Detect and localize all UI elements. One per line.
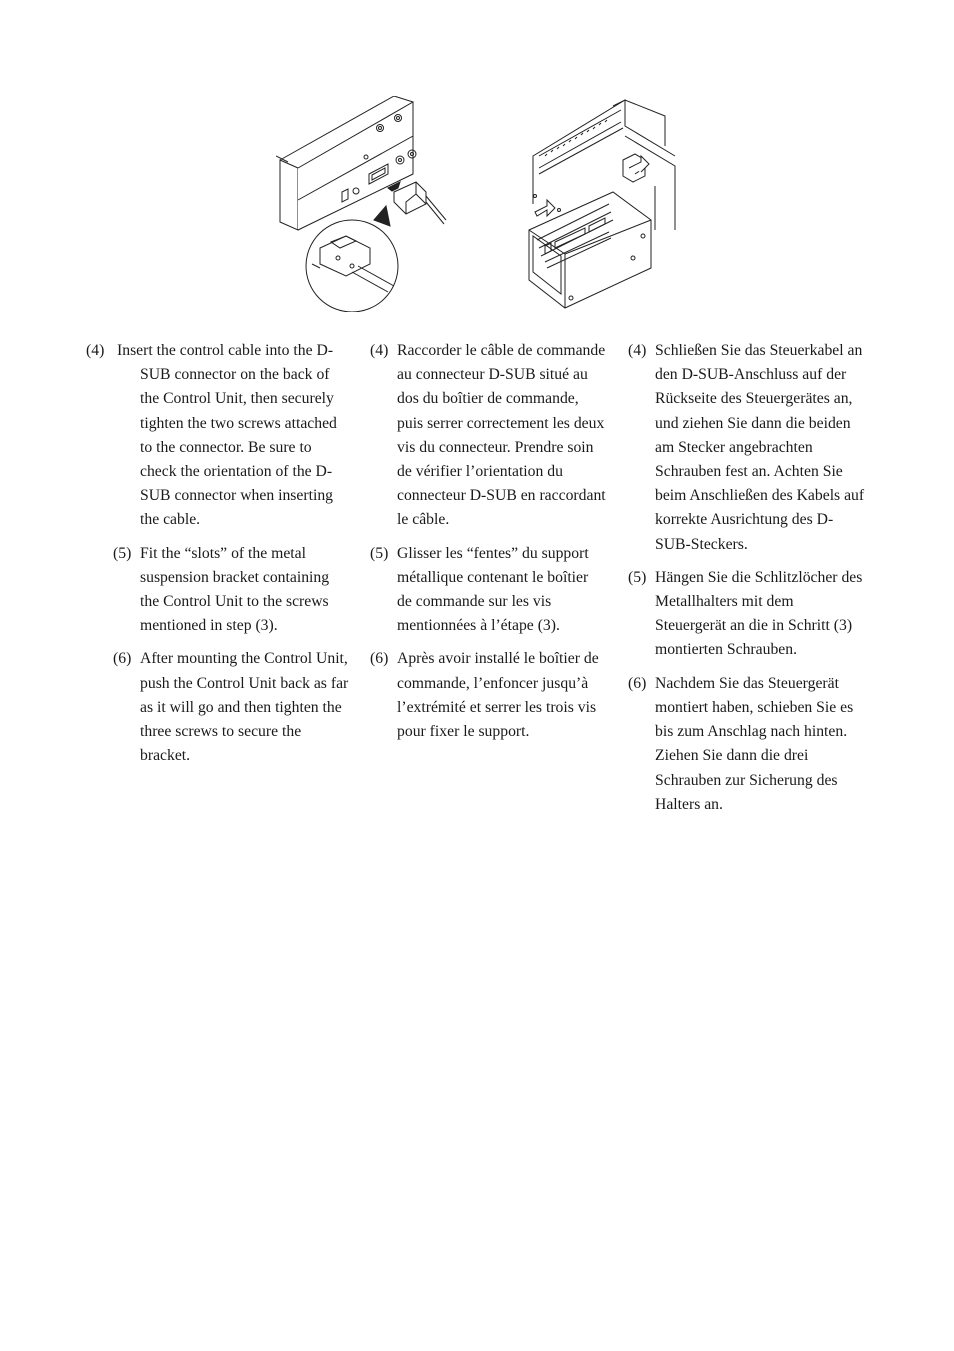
step-6-english	[113, 647, 349, 768]
step-number: (4)	[628, 342, 647, 359]
step-number: (5)	[113, 544, 132, 562]
step-text: Insert the control cable into the D-SUB connector on the back of the Control Unit, then securely tighten the two screws attached to the connector. Be sure to check the orientation of the D-SUB connector when inserting the cable.	[117, 342, 337, 529]
step-number: (6)	[370, 650, 389, 668]
step-6-french	[370, 647, 606, 744]
control-unit-dsub-connector-illustration	[276, 96, 451, 312]
step-text: Après avoir installé le boîtier de commande, l’enfoncer jusqu’à l’extrémité et serrer les trois vis pour fixer le support.	[397, 650, 599, 741]
step-text: After mounting the Control Unit, push the Control Unit back as far as it will go and then tighten the three screws to secure the bracket.	[140, 650, 349, 765]
step-number: (4)	[370, 342, 389, 359]
step-5-german	[628, 566, 868, 663]
step-4-english: (4) Insert the control cable into the D-SUB connector on the back of the Control Unit, then securely tighten the two screws attached to the connector. Be sure to check the orientation of the D-SUB connector when inserting the cable.	[86, 342, 337, 529]
step-text: Schließen Sie das Steuerkabel an den D-SUB-Anschluss auf der Rückseite des Steuergerätes an, und ziehen Sie dann die beiden am Stecker angebrachten Schrauben fest an. Achten Sie beim Anschließen des Kabels auf korrekte Ausrichtung des D-SUB-Steckers.	[655, 342, 865, 553]
step-5-french	[370, 542, 606, 639]
step-number: (6)	[628, 674, 647, 692]
control-unit-bracket-mounting-illustration	[525, 96, 695, 310]
step-text: Hängen Sie die Schlitzlöcher des Metallhalters mit dem Steuergerät an die in Schritt (3) montierten Schrauben.	[655, 568, 863, 659]
step-4-french	[370, 339, 606, 533]
step-text: Nachdem Sie das Steuergerät montiert haben, schieben Sie es bis zum Anschlag nach hinten. Ziehen Sie dann die drei Schrauben zur Sicherung des Halters an.	[655, 674, 854, 813]
step-text: Fit the “slots” of the metal suspension bracket containing the Control Unit to the screws mentioned in step (3).	[140, 544, 330, 635]
step-number: (5)	[628, 568, 647, 586]
english-instructions	[86, 339, 349, 777]
step-5-english	[113, 542, 349, 639]
step-text: Raccorder le câble de commande au connecteur D-SUB situé au dos du boîtier de commande, puis serrer correctement les deux vis du connecteur. Prendre soin de vérifier l’orientation du connecteur D-SUB en raccordant le câble.	[397, 342, 606, 529]
step-text: Glisser les “fentes” du support métallique contenant le boîtier de commande sur les vis mentionnées à l’étape (3).	[397, 544, 589, 635]
french-instructions	[370, 339, 606, 753]
step-number: (6)	[113, 650, 132, 668]
step-6-german	[628, 672, 868, 817]
german-instructions	[628, 339, 868, 826]
step-number: (5)	[370, 544, 389, 562]
step-4-german	[628, 339, 868, 557]
